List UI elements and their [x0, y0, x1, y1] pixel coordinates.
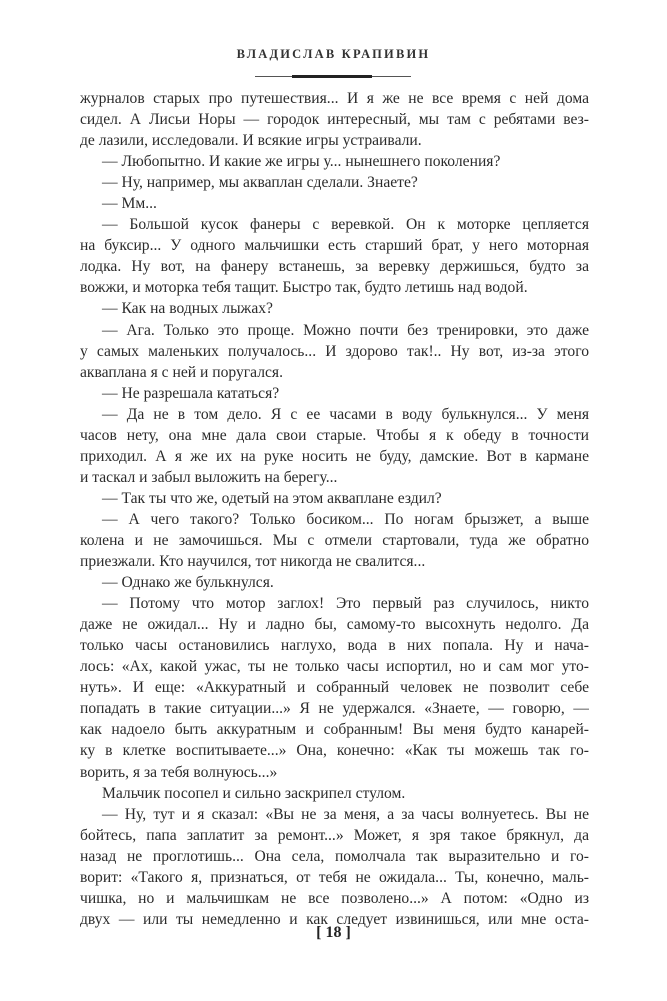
text-line: часов нету, она мне дала свои старые. Чтобы я к обеду в точности	[80, 426, 589, 444]
text-line: — Большой кусок фанеры с веревкой. Он к моторке цепляется	[102, 216, 589, 234]
text-line: двух — или ты немедленно и как следует извинишься, или мне оста-	[80, 910, 589, 928]
text-line: ворит: «Такого я, признаться, от тебя не ожидала... Ты, конечно, маль-	[80, 868, 589, 886]
text-line: журналов старых про путешествия... И я же не все время с ней дома	[80, 90, 589, 107]
text-line: лось: «Ах, какой ужас, ты не только часы испортил, но и сам мог уто-	[80, 658, 589, 676]
text-line: — Любопытно. И какие же игры у... нынешнего поколения?	[102, 153, 501, 171]
text-line: у самых маленьких получалось... И здорово так!.. Ну вот, из-за этого	[80, 342, 589, 360]
text-line: ворить, я за тебя волнуюсь...»	[80, 763, 278, 781]
text-line: — Так ты что же, одетый на этом акваплане ездил?	[102, 489, 442, 507]
text-line: — Потому что мотор заглох! Это первый раз случилось, никто	[102, 595, 589, 613]
page-body-text	[80, 88, 589, 930]
text-line: чишка, но и мальчишкам не все позволено...» А потом: «Одно из	[80, 889, 589, 907]
text-line: и таскал и забыл выложить на берегу...	[80, 468, 338, 486]
text-line: нуть». И еще: «Аккуратный и собранный человек не позволит себе	[80, 679, 589, 697]
text-line: — А чего такого? Только босиком... По ногам брызжет, а выше	[102, 510, 589, 528]
running-header-author: ВЛАДИСЛАВ КРАПИВИН	[236, 47, 431, 61]
text-line: — Мм...	[102, 195, 157, 213]
text-line: — Однако же булькнулся.	[102, 574, 274, 592]
text-line: — Не разрешала кататься?	[102, 384, 280, 402]
text-line: бойтесь, папа заплатит за ремонт...» Может, я зря такое брякнул, да	[80, 826, 589, 844]
text-line: — Ну, тут и я сказал: «Вы не за меня, а за часы волнуетесь. Вы не	[102, 805, 589, 823]
text-line: даже не ожидал... Ну и ладно бы, самому-то высохнуть недолго. Да	[80, 616, 589, 634]
text-line: лодка. Ну вот, на фанеру встанешь, за веревку держишься, будто за	[80, 258, 589, 276]
text-line: де лазили, исследовали. И всякие игры устраивали.	[80, 132, 422, 150]
text-line: Мальчик посопел и сильно заскрипел стулом.	[102, 784, 406, 802]
text-line: назад не проглотишь... Она села, помолчала так выразительно и го-	[80, 847, 589, 865]
text-line: попадать в такие ситуации...» Я не удержался. «Знаете, — говорю, —	[80, 700, 589, 718]
text-line: вожжи, и моторка тебя тащит. Быстро так, будто летишь над водой.	[80, 279, 528, 297]
page-number: [ 18 ]	[316, 924, 351, 941]
text-line: — Да не в том дело. Я с ее часами в воду булькнулся... У меня	[102, 405, 589, 423]
header-rule-accent	[292, 75, 372, 78]
text-line: колена и не замочишься. Мы с отмели стартовали, туда же обратно	[80, 531, 589, 549]
text-line: — Как на водных лыжах?	[102, 300, 273, 318]
text-line: как надоело быть аккуратным и собранным! Вы меня будто канарей-	[80, 721, 589, 739]
text-line: — Ага. Только это проще. Можно почти без тренировки, это даже	[102, 321, 589, 339]
text-line: ку в клетке воспитываете...» Она, конечно: «Как ты можешь так го-	[80, 742, 589, 760]
text-line: сидел. А Лисьи Норы — городок интересный, мы там с ребятами вез-	[80, 111, 589, 129]
text-line: приезжали. Кто научился, тот никогда не свалится...	[80, 553, 426, 571]
text-line: акваплана я с ней и поругался.	[80, 363, 283, 381]
text-line: — Ну, например, мы акваплан сделали. Знаете?	[102, 174, 418, 192]
text-line: приходил. А я же их на руке носить не буду, дамские. Вот в кармане	[80, 447, 589, 465]
text-line: на буксир... У одного мальчишки есть старший брат, у него моторная	[80, 237, 589, 255]
text-line: только часы остановились наглухо, вода в них попала. Ну и нача-	[80, 637, 589, 655]
